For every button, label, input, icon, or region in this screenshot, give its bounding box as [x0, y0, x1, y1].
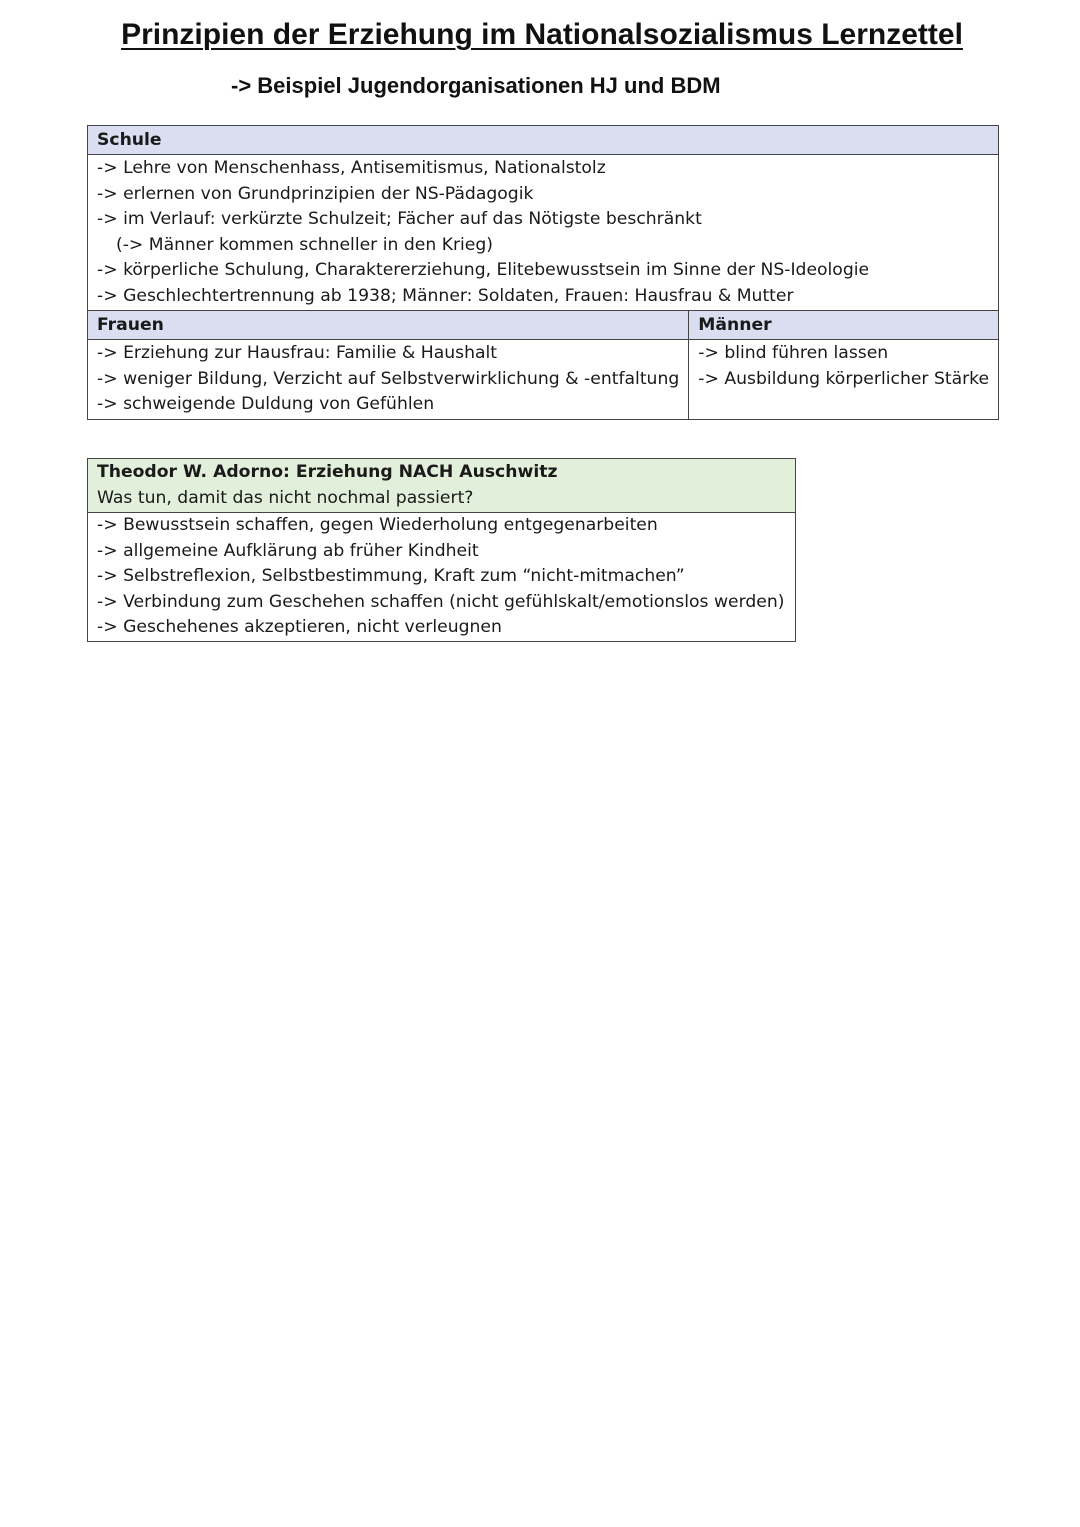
frauen-line: -> schweigende Duldung von Gefühlen	[97, 394, 435, 414]
maenner-line: -> Ausbildung körperlicher Stärke	[698, 368, 990, 389]
adorno-line: -> Selbstreflexion, Selbstbestimmung, Kraft zum “nicht-mitmachen”	[97, 566, 685, 586]
adorno-question: Was tun, damit das nicht nochmal passiert?	[97, 487, 474, 508]
adorno-line: -> Verbindung zum Geschehen schaffen (nicht gefühlskalt/emotionslos werden)	[97, 591, 785, 612]
schule-table	[87, 125, 999, 420]
adorno-line: -> Bewusstsein schaffen, gegen Wiederholung entgegenarbeiten	[97, 515, 658, 535]
adorno-table	[87, 458, 796, 642]
frauen-heading: Frauen	[88, 311, 689, 340]
frauen-line: -> weniger Bildung, Verzicht auf Selbstverwirklichung & -entfaltung	[97, 368, 680, 389]
page-subtitle: -> Beispiel Jugendorganisationen HJ und BDM	[231, 73, 721, 98]
adorno-line: -> allgemeine Aufklärung ab früher Kindheit	[97, 540, 479, 561]
maenner-body	[689, 340, 999, 420]
frauen-body	[88, 340, 689, 420]
adorno-line: -> Geschehenes akzeptieren, nicht verleugnen	[97, 617, 502, 637]
schule-line: -> Geschlechtertrennung ab 1938; Männer: Soldaten, Frauen: Hausfrau & Mutter	[97, 285, 794, 306]
schule-line: -> körperliche Schulung, Charaktererziehung, Elitebewusstsein im Sinne der NS-Ideologie	[97, 260, 870, 280]
page-title: Prinzipien der Erziehung im Nationalsozialismus Lernzettel	[121, 18, 963, 51]
schule-line: -> erlernen von Grundprinzipien der NS-Pädagogik	[97, 183, 534, 204]
frauen-line: -> Erziehung zur Hausfrau: Familie & Haushalt	[97, 343, 498, 363]
schule-line: -> im Verlauf: verkürzte Schulzeit; Fächer auf das Nötigste beschränkt	[97, 209, 702, 229]
adorno-heading: Theodor W. Adorno: Erziehung NACH Auschwitz	[97, 462, 558, 482]
schule-body	[88, 155, 999, 311]
schule-line: -> Lehre von Menschenhass, Antisemitismus, Nationalstolz	[97, 158, 606, 178]
maenner-heading: Männer	[689, 311, 999, 340]
adorno-body	[88, 513, 796, 642]
schule-heading: Schule	[88, 126, 999, 155]
maenner-line: -> blind führen lassen	[698, 343, 889, 363]
schule-line-indented: (-> Männer kommen schneller in den Krieg)	[116, 234, 493, 255]
adorno-header	[88, 459, 796, 513]
